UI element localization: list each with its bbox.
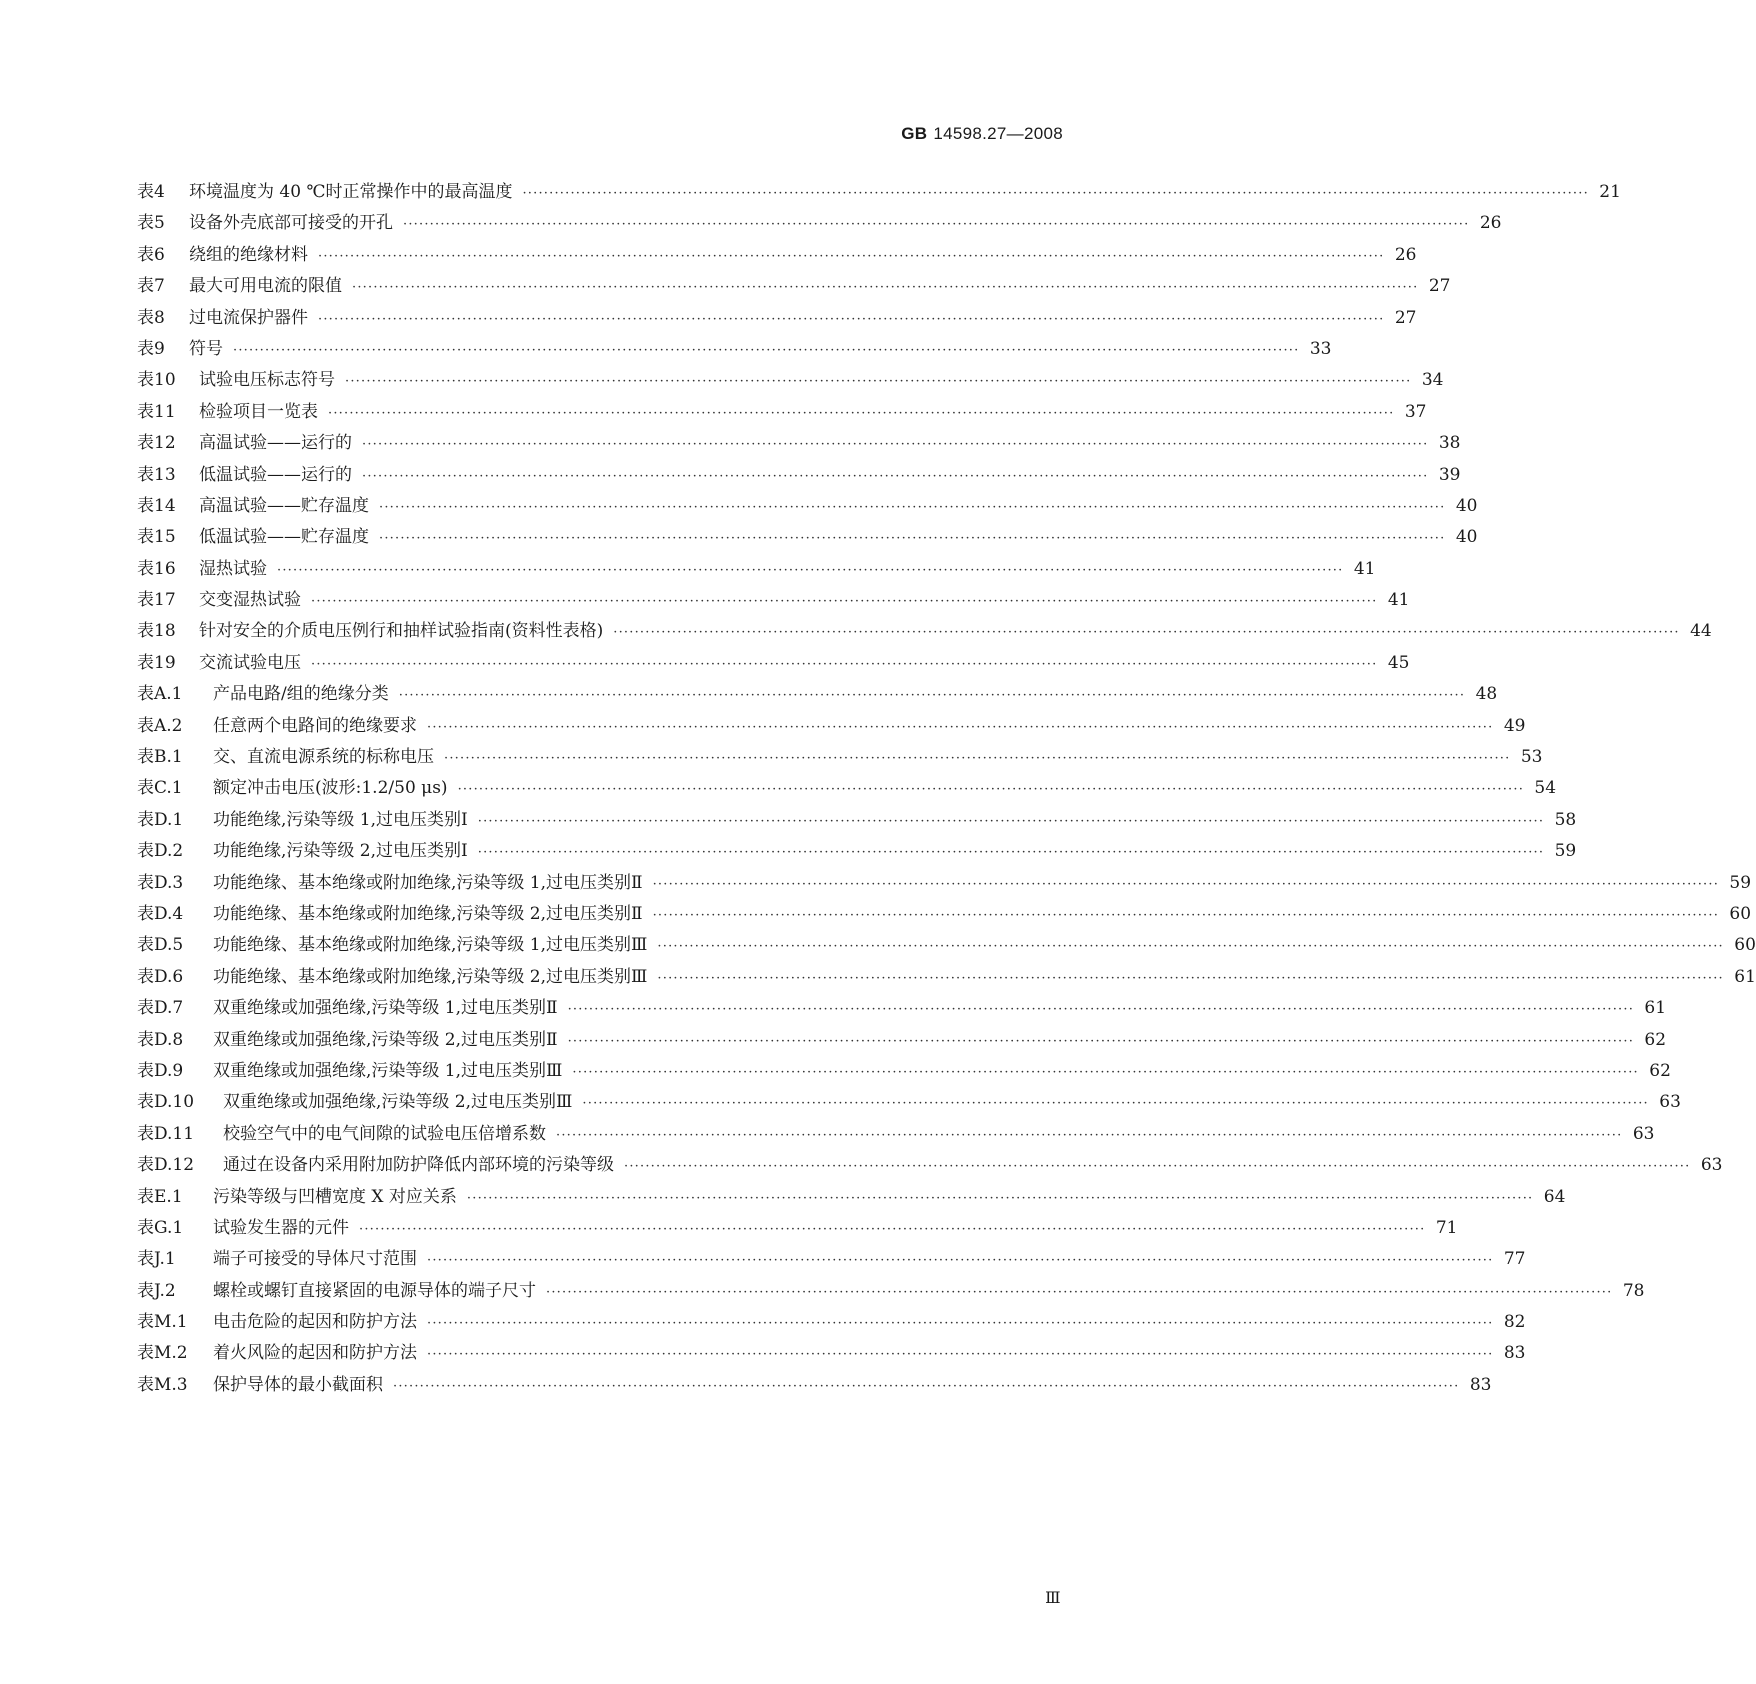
toc-entry[interactable] [137, 1087, 1681, 1118]
toc-leader-dots: ········································································································································································································ [556, 1127, 1623, 1143]
toc-leader-dots: ········································································································································································································ [457, 782, 1525, 798]
toc-entry[interactable] [137, 1025, 1667, 1056]
toc-entry-page: 62 [1649, 1060, 1671, 1081]
toc-entry-label: 表19 [137, 652, 176, 673]
toc-entry-page: 59 [1729, 872, 1752, 893]
toc-entry-page: 33 [1309, 338, 1332, 359]
toc-entry-page: 61 [1734, 966, 1756, 987]
toc-leader-dots: ········································································································································································································ [379, 531, 1446, 547]
toc-entry-title: 高温试验——贮存温度 [199, 495, 369, 516]
toc-entry-title: 环境温度为 40 ℃时正常操作中的最高温度 [189, 182, 513, 202]
toc-entry[interactable] [137, 930, 1756, 961]
toc-entry-label: 表16 [137, 558, 176, 579]
toc-entry-page: 83 [1469, 1374, 1492, 1395]
toc-entry[interactable] [137, 1182, 1566, 1213]
toc-entry[interactable] [137, 679, 1498, 710]
toc-entry-page: 60 [1734, 935, 1756, 956]
toc-entry-label: 表14 [137, 495, 176, 516]
toc-entry-title: 产品电路/组的绝缘分类 [213, 684, 389, 705]
toc-entry[interactable] [137, 1338, 1526, 1369]
standard-number: 14598.27—2008 [933, 124, 1063, 143]
table-of-contents [137, 177, 1756, 1401]
toc-entry[interactable] [137, 1213, 1458, 1244]
toc-leader-dots: ········································································································································································································ [613, 625, 1680, 641]
toc-entry-label: 表J.1 [137, 1249, 176, 1270]
toc-entry-title: 针对安全的介质电压例行和抽样试验指南(资料性表格) [199, 621, 604, 642]
toc-leader-dots: ········································································································································································································ [582, 1096, 1649, 1112]
toc-leader-dots: ········································································································································································································ [311, 656, 1378, 672]
toc-entry-page: 64 [1543, 1186, 1566, 1207]
toc-leader-dots: ········································································································································································································ [427, 719, 1494, 735]
toc-entry[interactable] [137, 1307, 1526, 1338]
toc-entry[interactable] [137, 428, 1461, 459]
toc-entry[interactable] [137, 177, 1621, 208]
toc-entry-page: 58 [1554, 809, 1577, 830]
standard-header [901, 124, 1063, 144]
toc-entry[interactable] [137, 773, 1557, 804]
toc-entry-title: 绕组的绝缘材料 [189, 244, 308, 265]
toc-leader-dots: ········································································································································································································ [427, 1347, 1494, 1363]
toc-entry-page: 45 [1387, 652, 1410, 673]
toc-entry-title: 通过在设备内采用附加防护降低内部环境的污染等级 [223, 1155, 614, 1176]
toc-entry-page: 41 [1387, 590, 1410, 611]
toc-entry-label: 表D.3 [137, 872, 184, 893]
toc-entry-label: 表J.2 [137, 1280, 176, 1301]
toc-entry-page: 62 [1644, 1029, 1667, 1050]
toc-entry-label: 表D.10 [137, 1092, 195, 1113]
toc-entry-title: 过电流保护器件 [189, 307, 308, 328]
toc-entry-label: 表D.4 [137, 903, 184, 924]
toc-leader-dots: ········································································································································································································ [359, 1221, 1426, 1237]
toc-entry-label: 表5 [137, 213, 165, 234]
toc-entry-title: 最大可用电流的限值 [189, 276, 342, 297]
toc-entry[interactable] [137, 1276, 1645, 1307]
toc-leader-dots: ········································································································································································································ [393, 1378, 1460, 1394]
toc-entry[interactable] [137, 397, 1427, 428]
standard-prefix: GB [901, 124, 928, 143]
toc-entry[interactable] [137, 742, 1543, 773]
toc-entry[interactable] [137, 554, 1376, 585]
toc-entry-title: 端子可接受的导体尺寸范围 [213, 1249, 417, 1270]
toc-entry[interactable] [137, 805, 1577, 836]
toc-entry-label: 表E.1 [137, 1186, 183, 1207]
toc-entry-page: 40 [1455, 495, 1478, 516]
toc-entry-label: 表D.12 [137, 1155, 195, 1176]
toc-entry-title: 符号 [189, 338, 223, 359]
toc-entry-label: 表13 [137, 464, 176, 485]
toc-entry[interactable] [137, 899, 1752, 930]
toc-entry[interactable] [137, 271, 1451, 302]
toc-entry-label: 表B.1 [137, 747, 183, 768]
toc-leader-dots: ········································································································································································································ [657, 939, 1724, 955]
toc-entry-label: 表D.11 [137, 1123, 195, 1144]
toc-leader-dots: ········································································································································································································ [318, 311, 1385, 327]
toc-entry[interactable] [137, 303, 1417, 334]
toc-entry-label: 表17 [137, 590, 176, 611]
toc-entry-title: 功能绝缘,污染等级 2,过电压类别Ⅰ [213, 841, 468, 862]
toc-entry-title: 功能绝缘、基本绝缘或附加绝缘,污染等级 1,过电压类别Ⅲ [213, 935, 648, 956]
toc-entry-label: 表A.2 [137, 715, 183, 736]
toc-entry-label: 表D.1 [137, 809, 184, 830]
toc-entry-label: 表G.1 [137, 1217, 184, 1238]
toc-entry-page: 82 [1503, 1312, 1526, 1333]
toc-entry-label: 表D.9 [137, 1060, 184, 1081]
toc-entry-label: 表D.2 [137, 841, 184, 862]
toc-entry-page: 63 [1700, 1155, 1723, 1176]
toc-entry-page: 26 [1479, 213, 1502, 234]
toc-entry-label: 表M.2 [137, 1343, 188, 1364]
toc-entry-title: 功能绝缘,污染等级 1,过电压类别Ⅰ [213, 809, 468, 830]
toc-entry-title: 交、直流电源系统的标称电压 [213, 747, 434, 768]
toc-entry-label: 表8 [137, 307, 165, 328]
toc-entry-label: 表4 [137, 182, 165, 202]
toc-entry-title: 低温试验——运行的 [199, 464, 352, 485]
toc-entry[interactable] [137, 334, 1332, 365]
toc-entry-label: 表18 [137, 621, 176, 642]
toc-entry-title: 试验发生器的元件 [213, 1217, 349, 1238]
toc-entry-title: 双重绝缘或加强绝缘,污染等级 1,过电压类别Ⅲ [213, 1060, 563, 1081]
toc-entry-page: 48 [1475, 684, 1498, 705]
toc-entry-title: 功能绝缘、基本绝缘或附加绝缘,污染等级 2,过电压类别Ⅱ [213, 903, 643, 924]
toc-entry[interactable] [137, 208, 1502, 239]
toc-entry-title: 额定冲击电压(波形:1.2/50 μs) [213, 778, 448, 799]
toc-entry[interactable] [137, 993, 1667, 1024]
toc-entry-title: 双重绝缘或加强绝缘,污染等级 2,过电压类别Ⅱ [213, 1029, 558, 1050]
toc-entry-page: 71 [1435, 1217, 1458, 1238]
toc-entry-title: 交变湿热试验 [199, 590, 301, 611]
toc-leader-dots: ········································································································································································································ [403, 217, 1470, 233]
toc-entry-page: 53 [1520, 747, 1543, 768]
toc-entry-page: 77 [1503, 1249, 1526, 1270]
toc-entry-label: 表6 [137, 244, 165, 265]
toc-leader-dots: ········································································································································································································ [362, 468, 1429, 484]
toc-entry-page: 60 [1729, 903, 1752, 924]
toc-entry-title: 高温试验——运行的 [199, 433, 352, 454]
toc-leader-dots: ········································································································································································································ [466, 1190, 1534, 1206]
toc-entry-label: 表C.1 [137, 778, 183, 799]
toc-leader-dots: ········································································································································································································ [362, 437, 1429, 453]
toc-entry-page: 27 [1428, 276, 1451, 297]
toc-leader-dots: ········································································································································································································ [652, 907, 1720, 923]
toc-leader-dots: ········································································································································································································ [652, 876, 1720, 892]
toc-entry-page: 37 [1404, 401, 1427, 422]
toc-entry[interactable] [137, 365, 1444, 396]
toc-entry[interactable] [137, 585, 1410, 616]
toc-entry-title: 着火风险的起因和防护方法 [213, 1343, 417, 1364]
toc-entry-page: 41 [1353, 558, 1376, 579]
toc-leader-dots: ········································································································································································································ [328, 405, 1395, 421]
toc-leader-dots: ········································································································································································································ [379, 499, 1446, 515]
toc-leader-dots: ········································································································································································································ [427, 1316, 1494, 1332]
toc-leader-dots: ········································································································································································································ [477, 813, 1545, 829]
toc-entry-label: 表9 [137, 338, 165, 359]
toc-entry-title: 螺栓或螺钉直接紧固的电源导体的端子尺寸 [213, 1280, 536, 1301]
toc-entry-title: 校验空气中的电气间隙的试验电压倍增系数 [223, 1123, 546, 1144]
toc-entry-page: 38 [1438, 433, 1461, 454]
toc-leader-dots: ········································································································································································································ [657, 970, 1724, 986]
toc-entry[interactable] [137, 868, 1752, 899]
toc-entry-label: 表15 [137, 527, 176, 548]
toc-entry-page: 83 [1503, 1343, 1526, 1364]
toc-entry-title: 电击危险的起因和防护方法 [213, 1312, 417, 1333]
toc-entry-page: 61 [1644, 998, 1667, 1019]
toc-leader-dots: ········································································································································································································ [546, 1284, 1613, 1300]
toc-leader-dots: ········································································································································································································ [444, 751, 1511, 767]
toc-entry-page: 44 [1690, 621, 1712, 642]
toc-leader-dots: ········································································································································································································ [277, 562, 1344, 578]
toc-leader-dots: ········································································································································································································ [345, 374, 1412, 390]
toc-entry-page: 54 [1534, 778, 1557, 799]
toc-entry-title: 任意两个电路间的绝缘要求 [213, 715, 417, 736]
toc-leader-dots: ········································································································································································································ [522, 186, 1589, 201]
toc-entry[interactable] [137, 711, 1526, 742]
toc-entry-label: 表D.6 [137, 966, 184, 987]
toc-leader-dots: ········································································································································································································ [311, 594, 1378, 610]
toc-entry-label: 表12 [137, 433, 176, 454]
toc-entry-title: 低温试验——贮存温度 [199, 527, 369, 548]
toc-entry-title: 污染等级与凹槽宽度 X 对应关系 [213, 1186, 457, 1207]
toc-entry[interactable] [137, 1370, 1492, 1401]
toc-entry-label: 表A.1 [137, 684, 183, 705]
toc-entry-page: 78 [1622, 1280, 1645, 1301]
toc-entry-title: 湿热试验 [199, 558, 267, 579]
toc-entry[interactable] [137, 522, 1478, 553]
toc-entry-page: 40 [1455, 527, 1478, 548]
toc-leader-dots: ········································································································································································································ [567, 1002, 1635, 1018]
toc-entry-page: 59 [1554, 841, 1577, 862]
toc-entry-page: 63 [1659, 1092, 1681, 1113]
toc-leader-dots: ········································································································································································································ [398, 688, 1466, 704]
toc-entry-title: 试验电压标志符号 [199, 370, 335, 391]
toc-entry[interactable] [137, 460, 1461, 491]
toc-entry-page: 39 [1438, 464, 1461, 485]
toc-entry-title: 双重绝缘或加强绝缘,污染等级 1,过电压类别Ⅱ [213, 998, 558, 1019]
toc-entry-page: 49 [1503, 715, 1526, 736]
toc-entry-label: 表D.5 [137, 935, 184, 956]
toc-entry-title: 设备外壳底部可接受的开孔 [189, 213, 393, 234]
toc-entry-page: 63 [1632, 1123, 1655, 1144]
toc-entry-label: 表D.7 [137, 998, 184, 1019]
toc-entry[interactable] [137, 616, 1712, 647]
toc-entry-label: 表M.3 [137, 1374, 188, 1395]
toc-entry[interactable] [137, 491, 1478, 522]
toc-entry-page: 34 [1421, 370, 1444, 391]
toc-entry-label: 表7 [137, 276, 165, 297]
toc-entry-title: 功能绝缘、基本绝缘或附加绝缘,污染等级 1,过电压类别Ⅱ [213, 872, 643, 893]
toc-entry-label: 表D.8 [137, 1029, 184, 1050]
toc-entry-title: 交流试验电压 [199, 652, 301, 673]
toc-leader-dots: ········································································································································································································ [572, 1064, 1639, 1080]
toc-entry[interactable] [137, 962, 1756, 993]
toc-leader-dots: ········································································································································································································ [477, 845, 1545, 861]
toc-entry-title: 保护导体的最小截面积 [213, 1374, 383, 1395]
toc-entry[interactable] [137, 1056, 1671, 1087]
toc-entry[interactable] [137, 1119, 1655, 1150]
toc-leader-dots: ········································································································································································································ [318, 248, 1385, 264]
toc-entry-label: 表10 [137, 370, 176, 391]
toc-entry-label: 表11 [137, 401, 176, 422]
toc-entry-title: 双重绝缘或加强绝缘,污染等级 2,过电压类别Ⅲ [223, 1092, 573, 1113]
toc-entry[interactable] [137, 240, 1417, 271]
toc-leader-dots: ········································································································································································································ [567, 1033, 1635, 1049]
toc-entry[interactable] [137, 836, 1577, 867]
toc-leader-dots: ········································································································································································································ [233, 342, 1300, 358]
toc-entry-title: 功能绝缘、基本绝缘或附加绝缘,污染等级 2,过电压类别Ⅲ [213, 966, 648, 987]
toc-leader-dots: ········································································································································································································ [624, 1159, 1691, 1175]
toc-entry-label: 表M.1 [137, 1312, 188, 1333]
toc-entry-page: 27 [1394, 307, 1417, 328]
page-number: Ⅲ [1045, 1588, 1061, 1607]
toc-entry[interactable] [137, 648, 1410, 679]
toc-leader-dots: ········································································································································································································ [427, 1253, 1494, 1269]
toc-leader-dots: ········································································································································································································ [352, 280, 1419, 296]
toc-entry[interactable] [137, 1244, 1526, 1275]
toc-entry-title: 检验项目一览表 [199, 401, 318, 422]
toc-entry-page: 21 [1599, 182, 1621, 202]
toc-entry-page: 26 [1394, 244, 1417, 265]
toc-entry[interactable] [137, 1150, 1723, 1181]
